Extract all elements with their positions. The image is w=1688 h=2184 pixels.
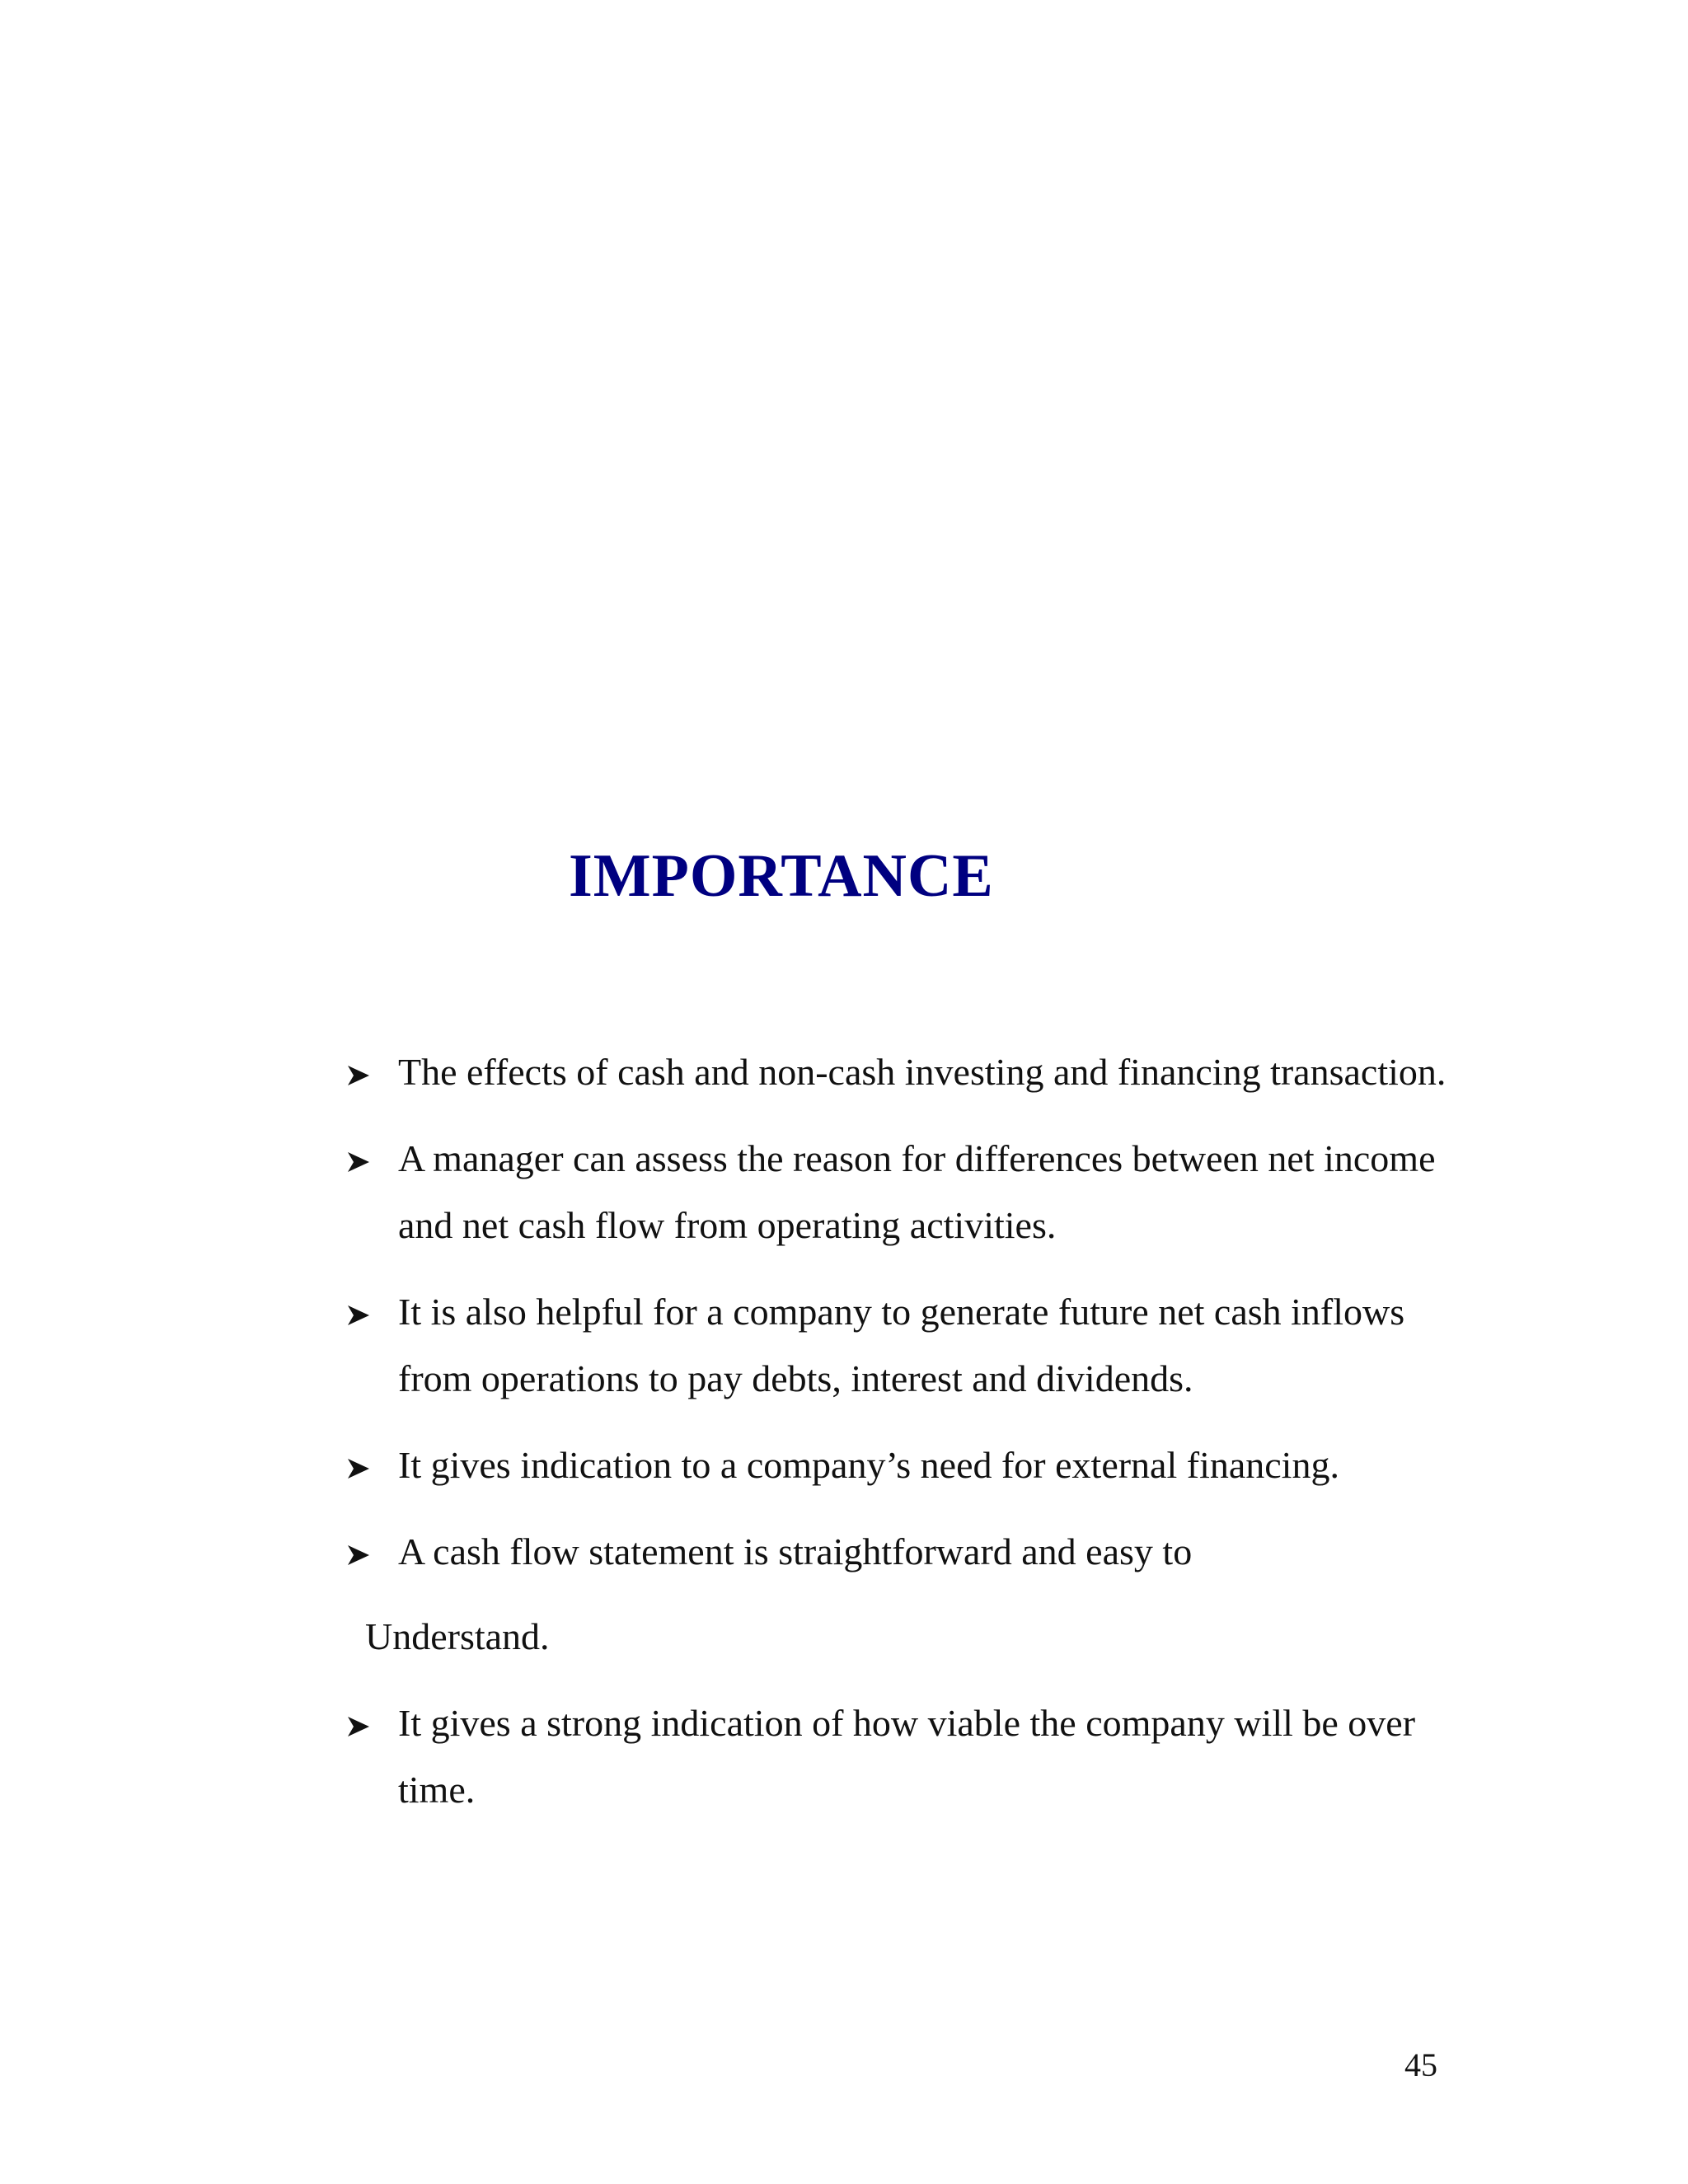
page-heading: IMPORTANCE <box>569 842 994 910</box>
bullet-item-2 <box>346 1125 1451 1258</box>
arrowhead-bullet-icon <box>346 1456 371 1481</box>
bullet-item-4 <box>346 1432 1451 1498</box>
page-number: 45 <box>1404 2046 1437 2083</box>
arrowhead-bullet-icon <box>346 1063 371 1088</box>
arrowhead-bullet-icon <box>346 1714 371 1739</box>
bullet-text: It gives indication to a company’s need for external financing. <box>398 1444 1339 1486</box>
arrowhead-bullet-icon <box>346 1150 371 1174</box>
bullet-text: A manager can assess the reason for differences between net income and net cash flow from operating activities. <box>398 1137 1436 1246</box>
bullet-text: The effects of cash and non-cash investing and financing transaction. <box>398 1051 1447 1093</box>
bullet-item-3 <box>346 1278 1451 1412</box>
bullet-text: It gives a strong indication of how viable the company will be over time. <box>398 1702 1416 1811</box>
bullet-continuation-text: Understand. <box>365 1615 550 1657</box>
arrowhead-bullet-icon <box>346 1543 371 1568</box>
bullet-item-1 <box>346 1038 1451 1105</box>
bullet-text: It is also helpful for a company to generate future net cash inflows from operations to pay debts, interest and dividends. <box>398 1291 1405 1399</box>
bullet-item-6 <box>346 1690 1451 1823</box>
importance-bullet-list <box>346 1038 1451 1843</box>
bullet-item-5 <box>346 1518 1451 1670</box>
bullet-text: A cash flow statement is straightforward and easy to <box>398 1530 1193 1572</box>
arrowhead-bullet-icon <box>346 1303 371 1328</box>
